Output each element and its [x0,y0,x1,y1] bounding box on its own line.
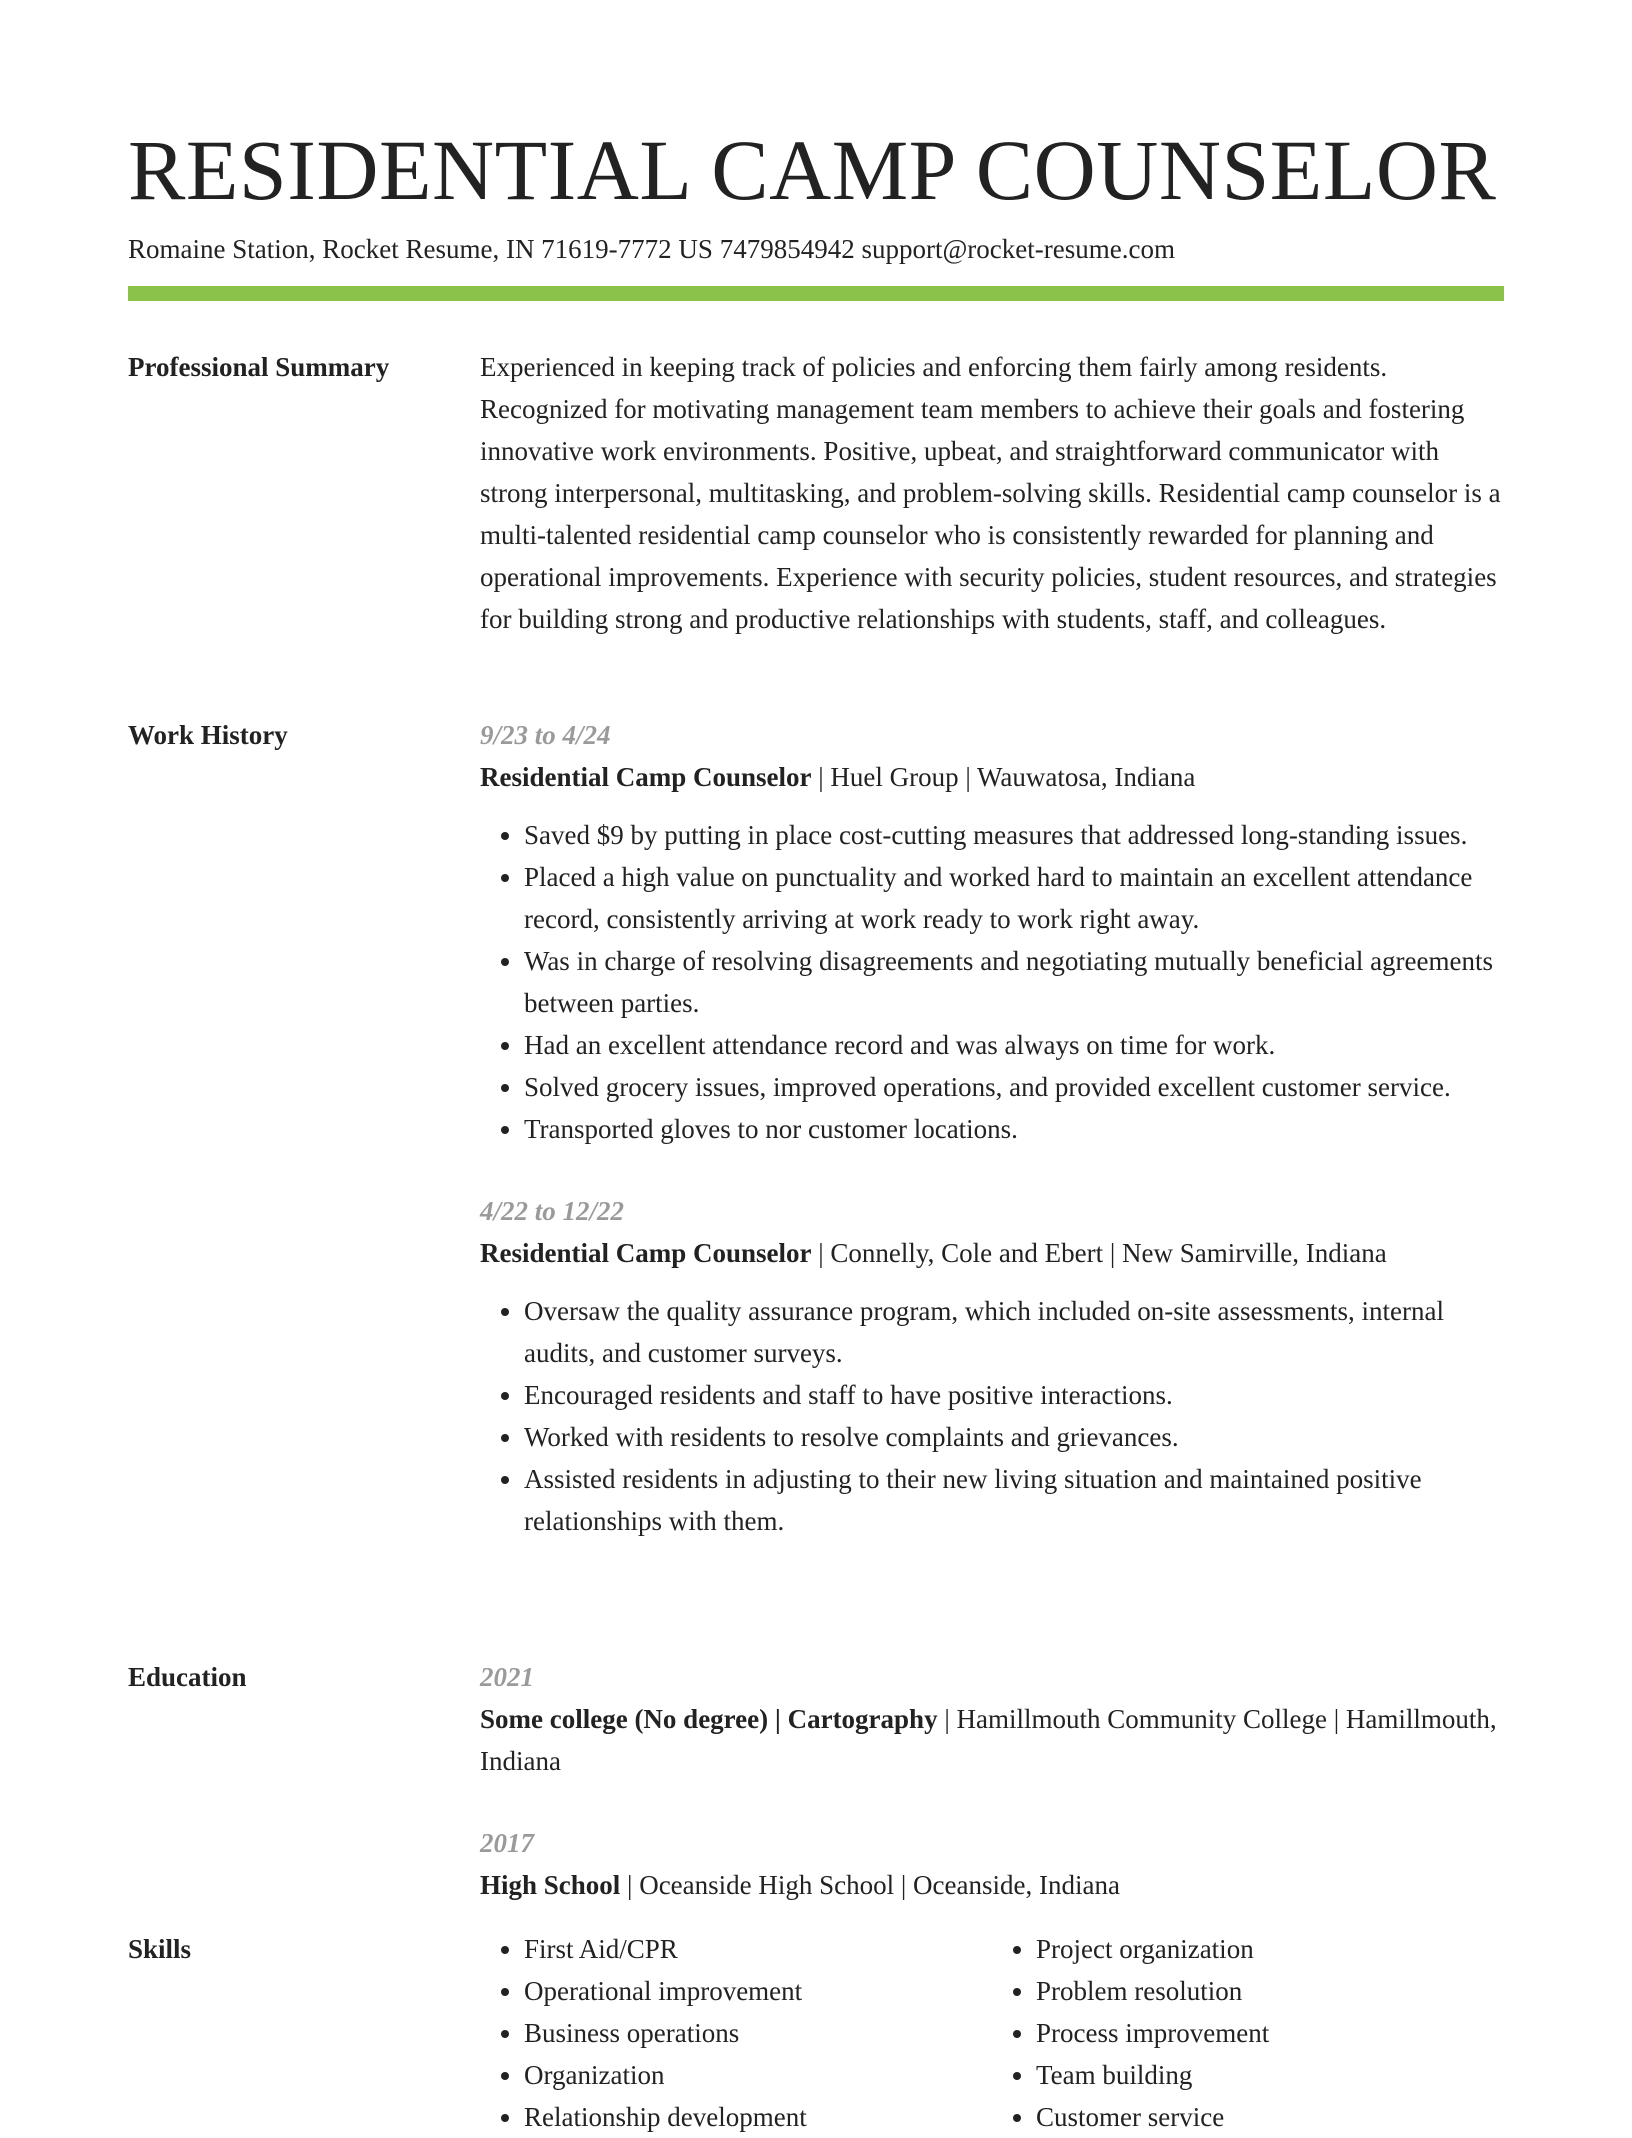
work-history-body [480,714,1504,1542]
section-title-education: Education [128,1662,247,1692]
job-bullet: • Placed a high value on punctuality and worked hard to maintain an excellent attendance record, consistently arriving at work ready to work right away. [524,856,1504,940]
skill-item: • Relationship development [524,2096,992,2138]
section-title-summary: Professional Summary [128,352,390,382]
education-year: 2017 [480,1828,534,1858]
header-divider [128,286,1504,301]
job-title-line [480,756,1504,798]
education-entry [480,1822,1504,1906]
job-bullet: • Was in charge of resolving disagreements and negotiating mutually beneficial agreements between parties. [524,940,1504,1024]
section-title-skills: Skills [128,1934,192,1964]
job-dates: 9/23 to 4/24 [480,720,611,750]
job-bullet: • Oversaw the quality assurance program, which included on-site assessments, internal audits, and customer surveys. [524,1290,1504,1374]
skill-item: • Process improvement [1036,2012,1504,2054]
skill-item: • Project organization [1036,1928,1504,1970]
job-role: Residential Camp Counselor [480,762,812,792]
job-bullets [480,1290,1504,1542]
education-details: | Hamillmouth Community College | Hamillmouth, Indiana [480,1704,1497,1776]
job-role: Residential Camp Counselor [480,1238,812,1268]
education-line [480,1864,1504,1906]
contact-info: Romaine Station, Rocket Resume, IN 71619-7772 US 7479854942 support@rocket-resume.com [128,234,1175,264]
summary-body [480,346,1504,640]
resume-name: RESIDENTIAL CAMP COUNSELOR [128,122,1497,218]
skill-item: • Team building [1036,2054,1504,2096]
education-body [480,1656,1504,1906]
job-details: | Connelly, Cole and Ebert | New Samirville, Indiana [811,1238,1387,1268]
job-bullet: • Had an excellent attendance record and was always on time for work. [524,1024,1504,1066]
skill-item: • Organization [524,2054,992,2096]
skills-list-left [480,1928,992,2138]
education-line [480,1698,1504,1782]
job-title-line [480,1232,1504,1274]
job-bullet: • Assisted residents in adjusting to their new living situation and maintained positive relationships with them. [524,1458,1504,1542]
skill-item: • Business operations [524,2012,992,2054]
education-degree: High School [480,1870,621,1900]
skills-columns [480,1928,1504,2138]
job-bullets [480,814,1504,1150]
education-entry [480,1656,1504,1782]
education-details: | Oceanside High School | Oceanside, Indiana [620,1870,1120,1900]
education-degree: Some college (No degree) | Cartography [480,1704,938,1734]
skill-item: • First Aid/CPR [524,1928,992,1970]
job-details: | Huel Group | Wauwatosa, Indiana [811,762,1196,792]
skill-item: • Problem resolution [1036,1970,1504,2012]
job-entry [480,1190,1504,1542]
job-bullet: • Worked with residents to resolve complaints and grievances. [524,1416,1504,1458]
skills-list-right [992,1928,1504,2138]
skill-item: • Operational improvement [524,1970,992,2012]
job-entry [480,714,1504,1150]
job-bullet: • Solved grocery issues, improved operations, and provided excellent customer service. [524,1066,1504,1108]
job-dates: 4/22 to 12/22 [480,1196,625,1226]
skill-item: • Customer service [1036,2096,1504,2138]
education-year: 2021 [480,1662,534,1692]
job-bullet: • Saved $9 by putting in place cost-cutting measures that addressed long-standing issues. [524,814,1504,856]
skills-body [480,1928,1504,2138]
job-bullet: • Transported gloves to nor customer locations. [524,1108,1504,1150]
section-title-work-history: Work History [128,720,288,750]
job-bullet: • Encouraged residents and staff to have positive interactions. [524,1374,1504,1416]
summary-text: Experienced in keeping track of policies and enforcing them fairly among residents. Recognized for motivating management team members to achieve their goals and fostering innovative work environments. Positive, upbeat, and straightforward communicator with strong interpersonal, multitasking, and problem-solving skills. Residential camp counselor is a multi-talented residential camp counselor who is consistently rewarded for planning and operational improvements. Experience with security policies, student resources, and strategies for building strong and productive relationships with students, staff, and colleagues. [480,352,1501,634]
